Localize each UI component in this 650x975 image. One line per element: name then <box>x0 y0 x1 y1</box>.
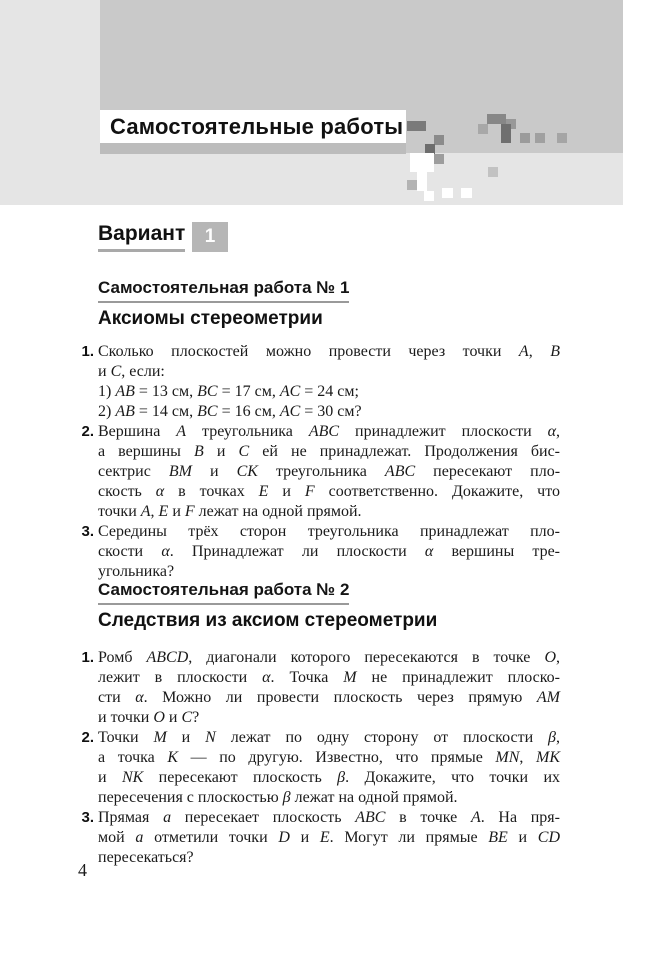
work-2-problems <box>81 648 561 868</box>
problem-number: 1. <box>81 343 94 360</box>
pixel-square <box>417 172 427 191</box>
pixel-square <box>410 153 434 172</box>
text-line: лежит в плоскости α. Точка M не принадлежит плоско- <box>98 669 561 686</box>
problem-number: 1. <box>81 649 94 666</box>
text-line: Точки M и N лежат по одну сторону от плоскости β, <box>98 729 561 746</box>
text-line: Сколько плоскостей можно провести через точки A, B <box>98 343 560 360</box>
text-line: мой a отметили точки D и E. Могут ли прямые BE и CD <box>98 829 561 846</box>
problem <box>81 342 560 422</box>
work-1-section <box>81 278 561 582</box>
text-line: скости α. Принадлежат ли плоскости α вершины тре- <box>98 543 561 560</box>
text-line: скость α в точках E и F соответственно. Докажите, что <box>98 483 560 500</box>
work-1-heading: Самостоятельная работа № 1 <box>98 278 349 303</box>
work-2-subtitle: Следствия из аксиом стереометрии <box>98 610 438 631</box>
pixel-square <box>424 191 434 201</box>
pixel-square <box>488 167 498 177</box>
variant-label: Вариант <box>98 222 185 252</box>
pixel-square <box>461 188 472 198</box>
variant-number-box <box>192 222 228 252</box>
chapter-title-box <box>100 110 406 143</box>
pixel-square <box>434 154 444 164</box>
variant-row <box>98 222 216 256</box>
text-line: 1) AB = 13 см, BC = 17 см, AC = 24 см; <box>98 383 359 400</box>
variant-number: 1 <box>204 226 216 247</box>
problem <box>81 728 561 808</box>
problem-number: 2. <box>81 729 94 746</box>
pixel-square <box>557 133 567 143</box>
text-line: точки A, E и F лежат на одной прямой. <box>98 503 362 520</box>
pixel-square <box>501 124 511 143</box>
work-2-section <box>81 580 561 868</box>
text-line: 2) AB = 14 см, BC = 16 см, AC = 30 см? <box>98 403 362 420</box>
text-line: сти α. Можно ли провести плоскость через прямую AM <box>98 689 560 706</box>
text-line: Прямая a пересекает плоскость ABC в точке A. На пря- <box>98 809 560 826</box>
text-line: угольника? <box>98 563 175 580</box>
problem-number: 3. <box>81 809 94 826</box>
text-line: и C, если: <box>98 363 165 380</box>
text-line: а точка K — по другую. Известно, что прямые MN, MK <box>98 749 560 766</box>
pixel-square <box>478 124 488 134</box>
text-line: Середины трёх сторон треугольника принадлежат пло- <box>98 523 560 540</box>
problem <box>81 522 561 582</box>
text-line: пересечения с плоскостью β лежат на одной прямой. <box>98 789 458 806</box>
pixel-square <box>442 188 453 198</box>
problem-number: 2. <box>81 423 94 440</box>
problem <box>81 808 561 868</box>
text-line: а вершины B и C ей не принадлежат. Продолжения бис- <box>98 443 561 460</box>
chapter-title: Самостоятельные работы <box>110 113 404 139</box>
pixel-square <box>487 114 506 124</box>
text-line: Вершина A треугольника ABC принадлежит плоскости α, <box>98 423 561 440</box>
title-box-shadow <box>100 143 406 154</box>
problem <box>81 422 561 522</box>
pixel-square <box>407 180 417 190</box>
pixel-square <box>434 135 444 145</box>
text-line: и точки O и C? <box>98 709 200 726</box>
work-2-heading: Самостоятельная работа № 2 <box>98 580 349 605</box>
problem-number: 3. <box>81 523 94 540</box>
text-line: сектрис BM и CK треугольника ABC пересекают пло- <box>98 463 561 480</box>
work-1-problems <box>81 342 561 582</box>
pixel-square <box>520 133 530 143</box>
page-number: 4 <box>78 860 87 880</box>
work-1-subtitle: Аксиомы стереометрии <box>98 308 323 329</box>
pixel-square <box>407 121 426 131</box>
text-line: и NK пересекают плоскость β. Докажите, что точки их <box>98 769 560 786</box>
text-line: Ромб ABCD, диагонали которого пересекаются в точке O, <box>98 649 560 666</box>
text-line: пересекаться? <box>98 849 194 866</box>
problem <box>81 648 561 728</box>
pixel-square <box>535 133 545 143</box>
